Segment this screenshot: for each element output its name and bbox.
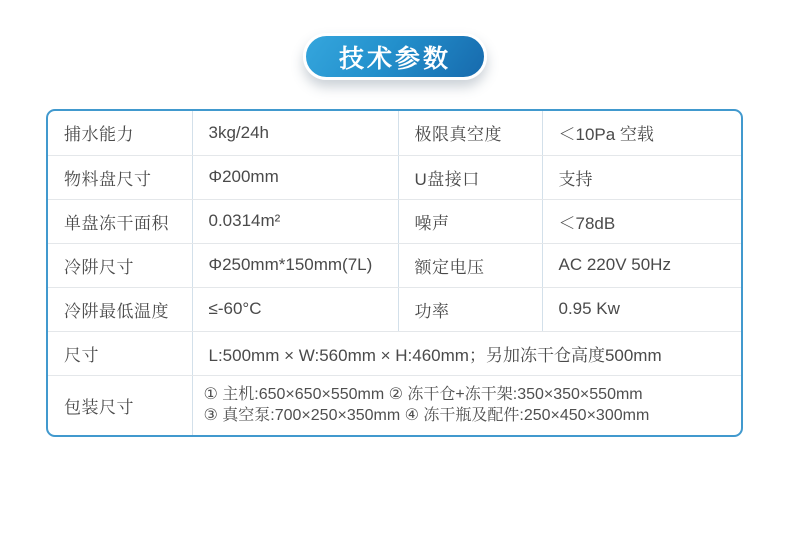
spec-value: ≤-60°C	[192, 287, 398, 331]
table-row	[48, 243, 741, 287]
spec-value: 3kg/24h	[192, 111, 398, 155]
spec-value: 支持	[542, 155, 741, 199]
spec-label: 功率	[398, 287, 542, 331]
spec-label: 冷阱最低温度	[48, 287, 192, 331]
spec-value-size: L:500mm × W:560mm × H:460mm；另加冻干仓高度500mm	[192, 331, 741, 375]
spec-label: 捕水能力	[48, 111, 192, 155]
spec-table	[46, 109, 743, 437]
spec-value-packing	[192, 375, 741, 435]
spec-value: ＜10Pa 空载	[542, 111, 741, 155]
spec-label: 额定电压	[398, 243, 542, 287]
spec-label: 物料盘尺寸	[48, 155, 192, 199]
table-row-size	[48, 331, 741, 375]
spec-value: 0.95 Kw	[542, 287, 741, 331]
spec-label: 包装尺寸	[48, 375, 192, 435]
section-title-badge	[303, 33, 487, 80]
spec-value: 0.0314m²	[192, 199, 398, 243]
spec-value: Φ250mm*150mm(7L)	[192, 243, 398, 287]
table-row	[48, 287, 741, 331]
spec-label: 冷阱尺寸	[48, 243, 192, 287]
spec-label: 尺寸	[48, 331, 192, 375]
table-row	[48, 155, 741, 199]
spec-value: AC 220V 50Hz	[542, 243, 741, 287]
section-title: 技术参数	[338, 44, 451, 73]
spec-label: 噪声	[398, 199, 542, 243]
table-row	[48, 111, 741, 155]
spec-label: U盘接口	[398, 155, 542, 199]
packing-line-1: ① 主机:650×650×550mm ② 冻干仓+冻干架:350×350×550mm	[203, 385, 643, 403]
spec-value: ＜78dB	[542, 199, 741, 243]
packing-line-2: ③ 真空泵:700×250×350mm ④ 冻干瓶及配件:250×450×300mm	[203, 407, 650, 425]
table-row-packing	[48, 375, 741, 435]
spec-label: 单盘冻干面积	[48, 199, 192, 243]
table-row	[48, 199, 741, 243]
spec-label: 极限真空度	[398, 111, 542, 155]
spec-value: Φ200mm	[192, 155, 398, 199]
title-area	[0, 33, 790, 80]
